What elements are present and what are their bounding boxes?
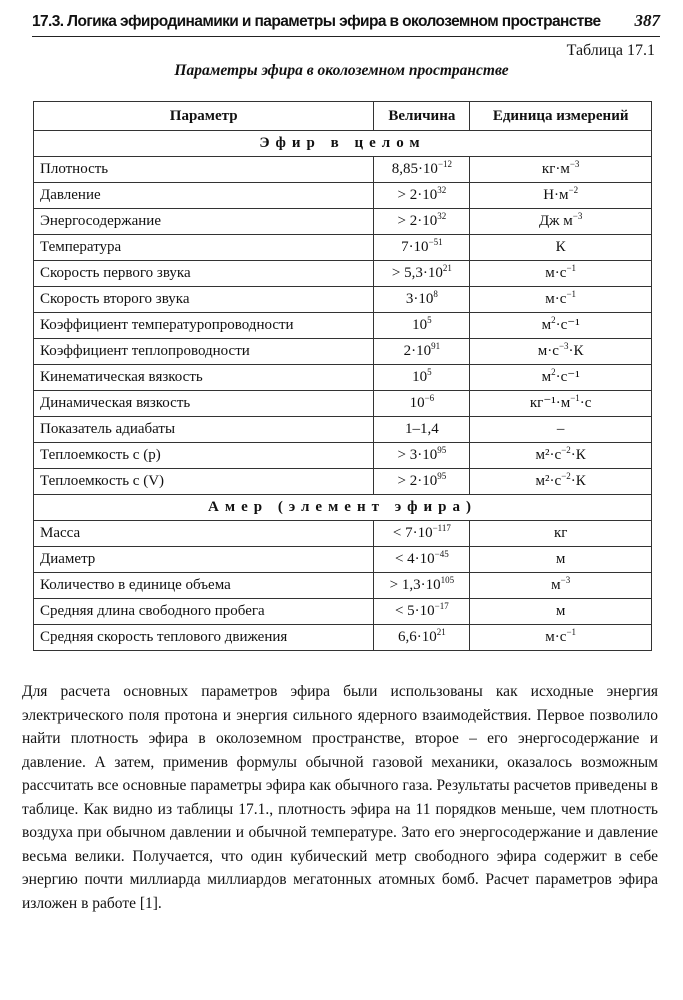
parameter-name: Плотность bbox=[34, 157, 374, 183]
parameter-value-exponent: 5 bbox=[427, 315, 432, 325]
parameter-name: Кинематическая вязкость bbox=[34, 365, 374, 391]
parameter-unit-exponent: −1 bbox=[570, 393, 580, 403]
parameter-value bbox=[374, 261, 470, 287]
parameter-value bbox=[374, 521, 470, 547]
parameter-value-pre: 10 bbox=[409, 395, 425, 411]
column-header-value: Величина bbox=[374, 102, 470, 131]
parameter-name: Динамическая вязкость bbox=[34, 391, 374, 417]
parameter-unit-pre: м bbox=[541, 369, 552, 385]
parameter-unit-pre: м·с bbox=[545, 265, 567, 281]
parameter-value bbox=[374, 469, 470, 495]
table-row bbox=[34, 183, 652, 209]
section-title: Эфир в целом bbox=[34, 131, 652, 157]
parameter-name: Средняя длина свободного пробега bbox=[34, 599, 374, 625]
parameter-value-pre: 8,85·10 bbox=[391, 161, 438, 177]
table-section-row bbox=[34, 131, 652, 157]
parameter-value-pre: 10 bbox=[412, 369, 428, 385]
parameter-value-exponent: 91 bbox=[431, 341, 441, 351]
parameter-value bbox=[374, 287, 470, 313]
parameter-value bbox=[374, 365, 470, 391]
parameter-unit-pre: м·с bbox=[537, 343, 559, 359]
parameter-unit bbox=[470, 573, 652, 599]
parameter-unit-post: ·К bbox=[568, 343, 584, 359]
parameters-table bbox=[33, 101, 652, 651]
parameter-value-pre: > 1,3·10 bbox=[389, 577, 441, 593]
parameter-name: Скорость второго звука bbox=[34, 287, 374, 313]
parameter-unit-post: ·с⁻¹ bbox=[555, 369, 580, 385]
parameter-unit-pre: – bbox=[556, 421, 565, 437]
parameter-value-pre: < 5·10 bbox=[394, 603, 435, 619]
table-row bbox=[34, 313, 652, 339]
parameter-unit bbox=[470, 313, 652, 339]
parameter-value-pre: > 2·10 bbox=[397, 473, 438, 489]
parameter-unit bbox=[470, 209, 652, 235]
parameter-value bbox=[374, 417, 470, 443]
parameter-unit bbox=[470, 287, 652, 313]
parameter-unit-exponent: −2 bbox=[561, 445, 571, 455]
parameter-unit-post: ·с⁻¹ bbox=[555, 317, 580, 333]
parameter-value-pre: 10 bbox=[412, 317, 428, 333]
parameter-unit-pre: Н·м bbox=[543, 187, 569, 203]
table-row bbox=[34, 287, 652, 313]
parameter-value-exponent: −12 bbox=[437, 159, 453, 169]
parameter-unit-exponent: −1 bbox=[566, 289, 577, 299]
parameter-value-pre: 7·10 bbox=[401, 239, 429, 255]
table-caption: Параметры эфира в околоземном пространстве bbox=[174, 62, 509, 79]
parameter-name: Температура bbox=[34, 235, 374, 261]
parameter-unit-exponent: −2 bbox=[561, 471, 571, 481]
parameter-unit-pre: м bbox=[541, 317, 552, 333]
parameter-unit-exponent: −1 bbox=[566, 627, 577, 637]
parameter-value-exponent: 21 bbox=[436, 627, 446, 637]
parameter-unit-pre: м·с bbox=[545, 291, 567, 307]
table-label: Таблица 17.1 bbox=[566, 42, 655, 59]
parameter-value-exponent: 32 bbox=[437, 211, 447, 221]
parameter-unit-pre: м bbox=[555, 603, 566, 619]
parameter-unit bbox=[470, 235, 652, 261]
parameter-name: Энергосодержание bbox=[34, 209, 374, 235]
table-row bbox=[34, 391, 652, 417]
section-title: Амер (элемент эфира) bbox=[34, 495, 652, 521]
parameter-value bbox=[374, 339, 470, 365]
parameter-value-exponent: 95 bbox=[437, 471, 447, 481]
table-row bbox=[34, 443, 652, 469]
parameter-value-exponent: −45 bbox=[434, 549, 449, 559]
parameter-unit-exponent: −3 bbox=[560, 575, 571, 585]
parameter-unit-exponent: −3 bbox=[569, 159, 580, 169]
table-header-row bbox=[34, 102, 652, 131]
parameter-value-exponent: 32 bbox=[437, 185, 447, 195]
body-paragraph: Для расчета основных параметров эфира были использованы как исходные энергия электрического поля протона и энергия сильного ядерного взаимодействия. Первое позволило найти плотность эфира в околоземном пространстве, второе – его энергосодержание и давление. А затем, применив формулы обычной газовой механики, оказалось возможным рассчитать все основные параметры эфира как обычного газа. Результаты расчетов приведены в таблице. Как видно из таблицы 17.1., плотность эфира на 11 порядков меньше, чем плотность воздуха при обычном давлении и обычной температуре. Зато его энергосодержание и давление весьма велики. Получается, что один кубический метр свободного эфира содержит в себе энергию почти миллиарда миллиардов мегатонных атомных бомб. Расчет параметров эфира изложен в работе [1]. bbox=[22, 683, 658, 912]
parameter-unit bbox=[470, 547, 652, 573]
table-row bbox=[34, 261, 652, 287]
parameter-value-pre: < 4·10 bbox=[394, 551, 435, 567]
parameter-value-pre: 1–1,4 bbox=[404, 421, 439, 437]
parameter-value-exponent: 21 bbox=[442, 263, 452, 273]
parameter-value bbox=[374, 183, 470, 209]
parameter-value bbox=[374, 313, 470, 339]
parameter-unit-pre: Дж м bbox=[538, 213, 573, 229]
table-section-row bbox=[34, 495, 652, 521]
parameter-unit-post: ·с bbox=[579, 395, 592, 411]
parameter-value bbox=[374, 573, 470, 599]
parameter-unit-pre: кг·м bbox=[541, 161, 570, 177]
parameter-value bbox=[374, 443, 470, 469]
parameter-unit-exponent: −2 bbox=[568, 185, 579, 195]
parameter-unit bbox=[470, 417, 652, 443]
table-row bbox=[34, 339, 652, 365]
parameter-unit-exponent: −3 bbox=[558, 341, 569, 351]
parameter-value-exponent: −51 bbox=[428, 237, 443, 247]
parameter-unit-post: ·К bbox=[570, 473, 586, 489]
table-row bbox=[34, 157, 652, 183]
parameter-value bbox=[374, 157, 470, 183]
parameter-unit-pre: м bbox=[551, 577, 561, 593]
page-number: 387 bbox=[634, 11, 660, 30]
parameter-unit-exponent: 2 bbox=[551, 367, 556, 377]
parameter-name: Давление bbox=[34, 183, 374, 209]
parameter-value-pre: > 5,3·10 bbox=[391, 265, 443, 281]
parameter-unit-exponent: −1 bbox=[566, 263, 577, 273]
parameter-unit-pre: м·с bbox=[545, 629, 567, 645]
column-header-unit: Единица измерений bbox=[470, 102, 652, 131]
parameter-unit-pre: м²·с bbox=[535, 473, 562, 489]
table-row bbox=[34, 599, 652, 625]
parameter-unit bbox=[470, 469, 652, 495]
parameter-unit bbox=[470, 183, 652, 209]
table-body bbox=[34, 131, 652, 651]
parameter-value-exponent: −117 bbox=[432, 523, 451, 533]
parameter-unit bbox=[470, 599, 652, 625]
parameter-value bbox=[374, 599, 470, 625]
parameter-value-exponent: 5 bbox=[427, 367, 432, 377]
parameter-unit bbox=[470, 365, 652, 391]
table-row bbox=[34, 521, 652, 547]
parameter-name: Масса bbox=[34, 521, 374, 547]
parameter-value bbox=[374, 235, 470, 261]
table-row bbox=[34, 625, 652, 651]
parameter-value-pre: 2·10 bbox=[403, 343, 432, 359]
table-row bbox=[34, 365, 652, 391]
parameter-value-pre: 6,6·10 bbox=[397, 629, 437, 645]
column-header-parameter: Параметр bbox=[34, 102, 374, 131]
parameter-value bbox=[374, 625, 470, 651]
parameter-value-exponent: −6 bbox=[424, 393, 435, 403]
parameter-unit bbox=[470, 443, 652, 469]
parameter-value bbox=[374, 391, 470, 417]
parameter-name: Диаметр bbox=[34, 547, 374, 573]
table-row bbox=[34, 417, 652, 443]
parameter-value-pre: > 2·10 bbox=[397, 213, 438, 229]
table-row bbox=[34, 209, 652, 235]
parameter-value-exponent: 95 bbox=[437, 445, 447, 455]
running-head bbox=[32, 8, 660, 37]
parameter-value-exponent: 105 bbox=[440, 575, 455, 585]
parameter-name: Показатель адиабаты bbox=[34, 417, 374, 443]
parameter-unit-pre: кг bbox=[553, 525, 568, 541]
table-row bbox=[34, 235, 652, 261]
parameter-value-pre: > 3·10 bbox=[397, 447, 438, 463]
table-row bbox=[34, 573, 652, 599]
parameter-unit bbox=[470, 261, 652, 287]
parameter-unit bbox=[470, 391, 652, 417]
parameter-name: Теплоемкость с (р) bbox=[34, 443, 374, 469]
parameter-unit bbox=[470, 157, 652, 183]
parameter-unit-pre: м²·с bbox=[535, 447, 562, 463]
parameter-name: Количество в единице объема bbox=[34, 573, 374, 599]
parameter-unit-exponent: −3 bbox=[572, 211, 583, 221]
parameter-value-exponent: −17 bbox=[434, 601, 449, 611]
parameter-value-exponent: 8 bbox=[433, 289, 438, 299]
parameter-name: Скорость первого звука bbox=[34, 261, 374, 287]
parameter-unit-pre: м bbox=[555, 551, 566, 567]
parameter-unit-exponent: 2 bbox=[551, 315, 556, 325]
parameter-unit-pre: кг⁻¹·м bbox=[529, 395, 571, 411]
table-row bbox=[34, 469, 652, 495]
parameter-value-pre: < 7·10 bbox=[392, 525, 433, 541]
parameter-unit bbox=[470, 521, 652, 547]
parameter-name: Коэффициент теплопроводности bbox=[34, 339, 374, 365]
parameter-name: Теплоемкость с (V) bbox=[34, 469, 374, 495]
parameter-unit-post: ·К bbox=[570, 447, 586, 463]
parameter-name: Коэффициент температуропроводности bbox=[34, 313, 374, 339]
parameter-value bbox=[374, 209, 470, 235]
parameter-unit bbox=[470, 625, 652, 651]
parameter-name: Средняя скорость теплового движения bbox=[34, 625, 374, 651]
parameter-unit bbox=[470, 339, 652, 365]
running-head-title: 17.3. Логика эфиродинамики и параметры эфира в околоземном пространстве bbox=[32, 13, 601, 30]
table-row bbox=[34, 547, 652, 573]
parameter-value bbox=[374, 547, 470, 573]
parameter-value-pre: > 2·10 bbox=[397, 187, 438, 203]
parameter-unit-pre: К bbox=[555, 239, 566, 255]
parameter-value-pre: 3·10 bbox=[405, 291, 434, 307]
